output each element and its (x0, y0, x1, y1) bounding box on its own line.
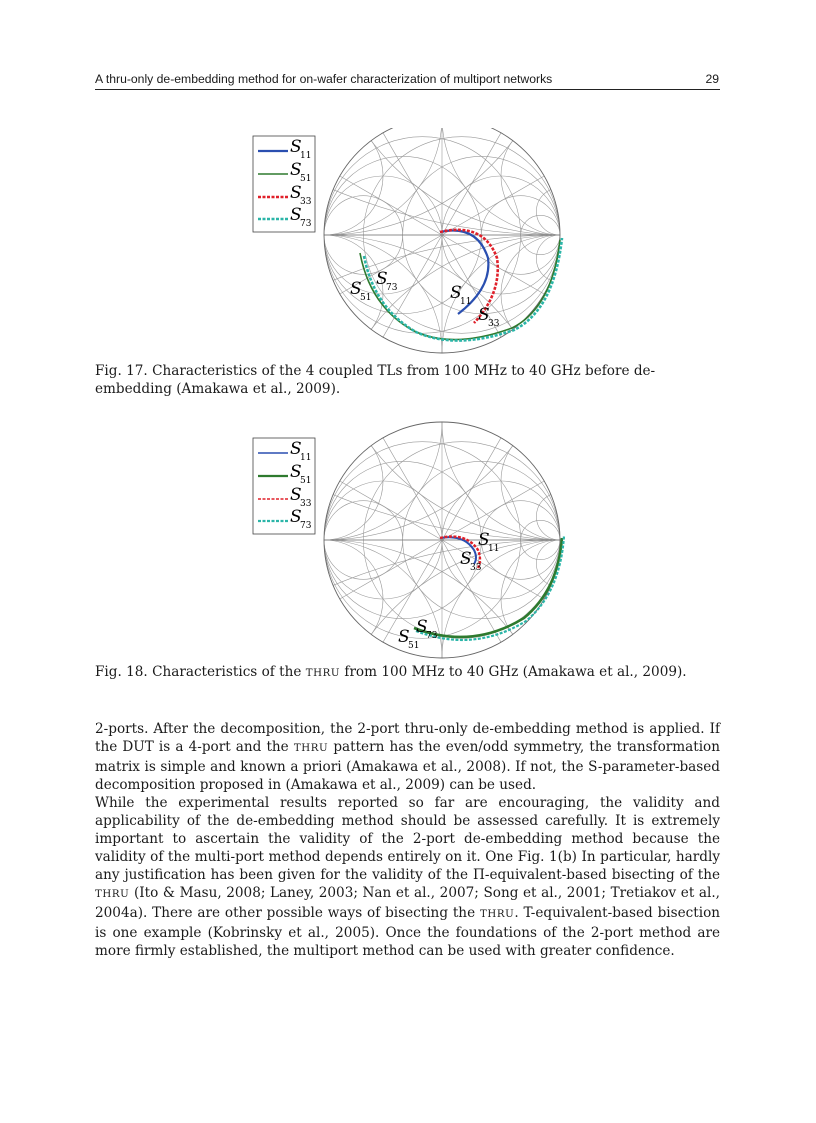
paragraph-2-part-a: While the experimental results reported so far are encouraging, the validity and applicability of the de-embedding method should be assessed carefully. It is extremely important to ascertain the validity of the 2-port de-embedding method because the validity of the multi-port method depends entirely on it. One Fig. 1(b) In particular, hardly any justification has been given for the validity of the Π-equivalent-based bisecting of the (95, 795, 720, 883)
figure-18-caption (95, 663, 720, 683)
curve-label-s51-sub: 51 (360, 293, 372, 303)
figure-17 (252, 128, 572, 358)
legend-label-s51: S (290, 462, 302, 482)
figure-17-caption-text: Characteristics of the 4 coupled TLs from 100 MHz to 40 GHz before de-embedding (Amakawa et al., 2009). (95, 363, 656, 397)
reactance-arc (324, 540, 572, 660)
curve-label-s73 (416, 617, 438, 641)
legend-label-s33: S (290, 183, 302, 203)
legend-label-s11: S (290, 439, 302, 459)
legend-sub-s51: 51 (300, 476, 312, 486)
legend (253, 438, 315, 534)
susceptance-arc (265, 540, 383, 658)
reactance-arc (501, 540, 572, 658)
thru-term: THRU (479, 909, 515, 920)
legend-label-s73: S (290, 507, 302, 527)
curve-label-s33-main: S (478, 305, 490, 325)
thru-term: THRU (95, 889, 130, 900)
legend-sub-s73: 73 (300, 521, 312, 531)
legend-sub-s11: 11 (300, 453, 312, 463)
curve-label-s11-main: S (478, 530, 490, 550)
curve-label-s33-sub: 33 (488, 319, 500, 329)
radial-line (383, 438, 442, 540)
figure-17-smith-chart (252, 128, 572, 358)
body-text (95, 720, 720, 960)
paragraph-2 (95, 794, 720, 960)
page-number: 29 (705, 72, 719, 86)
paragraph-2-part-b: (Ito & Masu, 2008; Laney, 2003; Nan et al., 2007; Song et al., 2001; Tretiakov et al., 2004a). There are other possible ways of bisecting the (95, 885, 720, 921)
header-title: A thru-only de-embedding method for on-wafer characterization of multiport networks (95, 72, 553, 86)
figure-18 (252, 410, 572, 660)
figure-18-smith-chart (252, 410, 572, 660)
legend-label-s73: S (290, 205, 302, 225)
reactance-arc (252, 235, 572, 358)
curve-label-s11-sub: 11 (460, 297, 472, 307)
curve-label-s33-sub: 33 (470, 563, 482, 573)
figure-18-caption-text-before: Characteristics of the (152, 664, 302, 680)
curve-label-s73 (376, 269, 398, 293)
curve-label-s73-main: S (376, 269, 388, 289)
legend-label-s11: S (290, 137, 302, 157)
reactance-arc (442, 410, 572, 540)
reactance-arc (536, 188, 572, 235)
susceptance-arc (252, 235, 560, 358)
legend (253, 136, 315, 232)
thru-term: THRU (293, 743, 329, 754)
figure-17-label: Fig. 17. (95, 363, 148, 379)
figure-18-caption-thru: THRU (305, 668, 341, 679)
running-header (95, 71, 720, 90)
radial-line (442, 438, 501, 540)
radial-line (383, 133, 442, 235)
reactance-arc (536, 493, 572, 540)
curve-label-s51-main: S (350, 279, 362, 299)
curve-label-s33 (478, 305, 500, 329)
figure-18-caption-text-after: from 100 MHz to 40 GHz (Amakawa et al., 2009). (344, 664, 687, 680)
paragraph-1 (95, 720, 720, 794)
legend-sub-s73: 73 (300, 219, 312, 229)
reactance-arc (536, 540, 572, 587)
curve-label-s51-main: S (398, 627, 410, 647)
legend-label-s33: S (290, 485, 302, 505)
paragraph-1-part-b: pattern has the even/odd symmetry, the transformation matrix is simple and known a priori (Amakawa et al., 2008). If not, the S-parameter-based decomposition proposed in (Amakawa et al., 2009) can be used. (95, 739, 721, 793)
reactance-arc (501, 128, 572, 235)
curve-label-s73-sub: 73 (426, 631, 438, 641)
legend-sub-s11: 11 (300, 151, 312, 161)
paragraph-1-part-a: 2-ports. After the decomposition, the 2-port thru-only de-embedding method is applied. If the DUT is a 4-port and the (95, 721, 720, 755)
reactance-arc (501, 235, 572, 353)
legend-label-s51: S (290, 160, 302, 180)
curve-label-s11-sub: 11 (488, 544, 500, 554)
figure-18-label: Fig. 18. (95, 664, 148, 680)
legend-sub-s33: 33 (300, 197, 312, 207)
paragraph-2-part-c: . T-equivalent-based bisection is one example (Kobrinsky et al., 2005). Once the foundations of the 2-port method are more firmly established, the multiport method can be used with greater confidence. (95, 905, 721, 959)
legend-sub-s51: 51 (300, 174, 312, 184)
reactance-arc (442, 128, 572, 235)
curve-label-s73-sub: 73 (386, 283, 398, 293)
radial-line (383, 540, 442, 642)
radial-line (442, 133, 501, 235)
curve-label-s11-main: S (450, 283, 462, 303)
figure-17-caption (95, 362, 720, 398)
curve-label-s51-sub: 51 (408, 641, 420, 651)
curve-label-s33-main: S (460, 549, 472, 569)
curve-label-s73-main: S (416, 617, 428, 637)
legend-sub-s33: 33 (300, 499, 312, 509)
curve-label-s11 (478, 530, 499, 554)
reactance-arc (324, 410, 572, 540)
reactance-arc (501, 422, 572, 540)
